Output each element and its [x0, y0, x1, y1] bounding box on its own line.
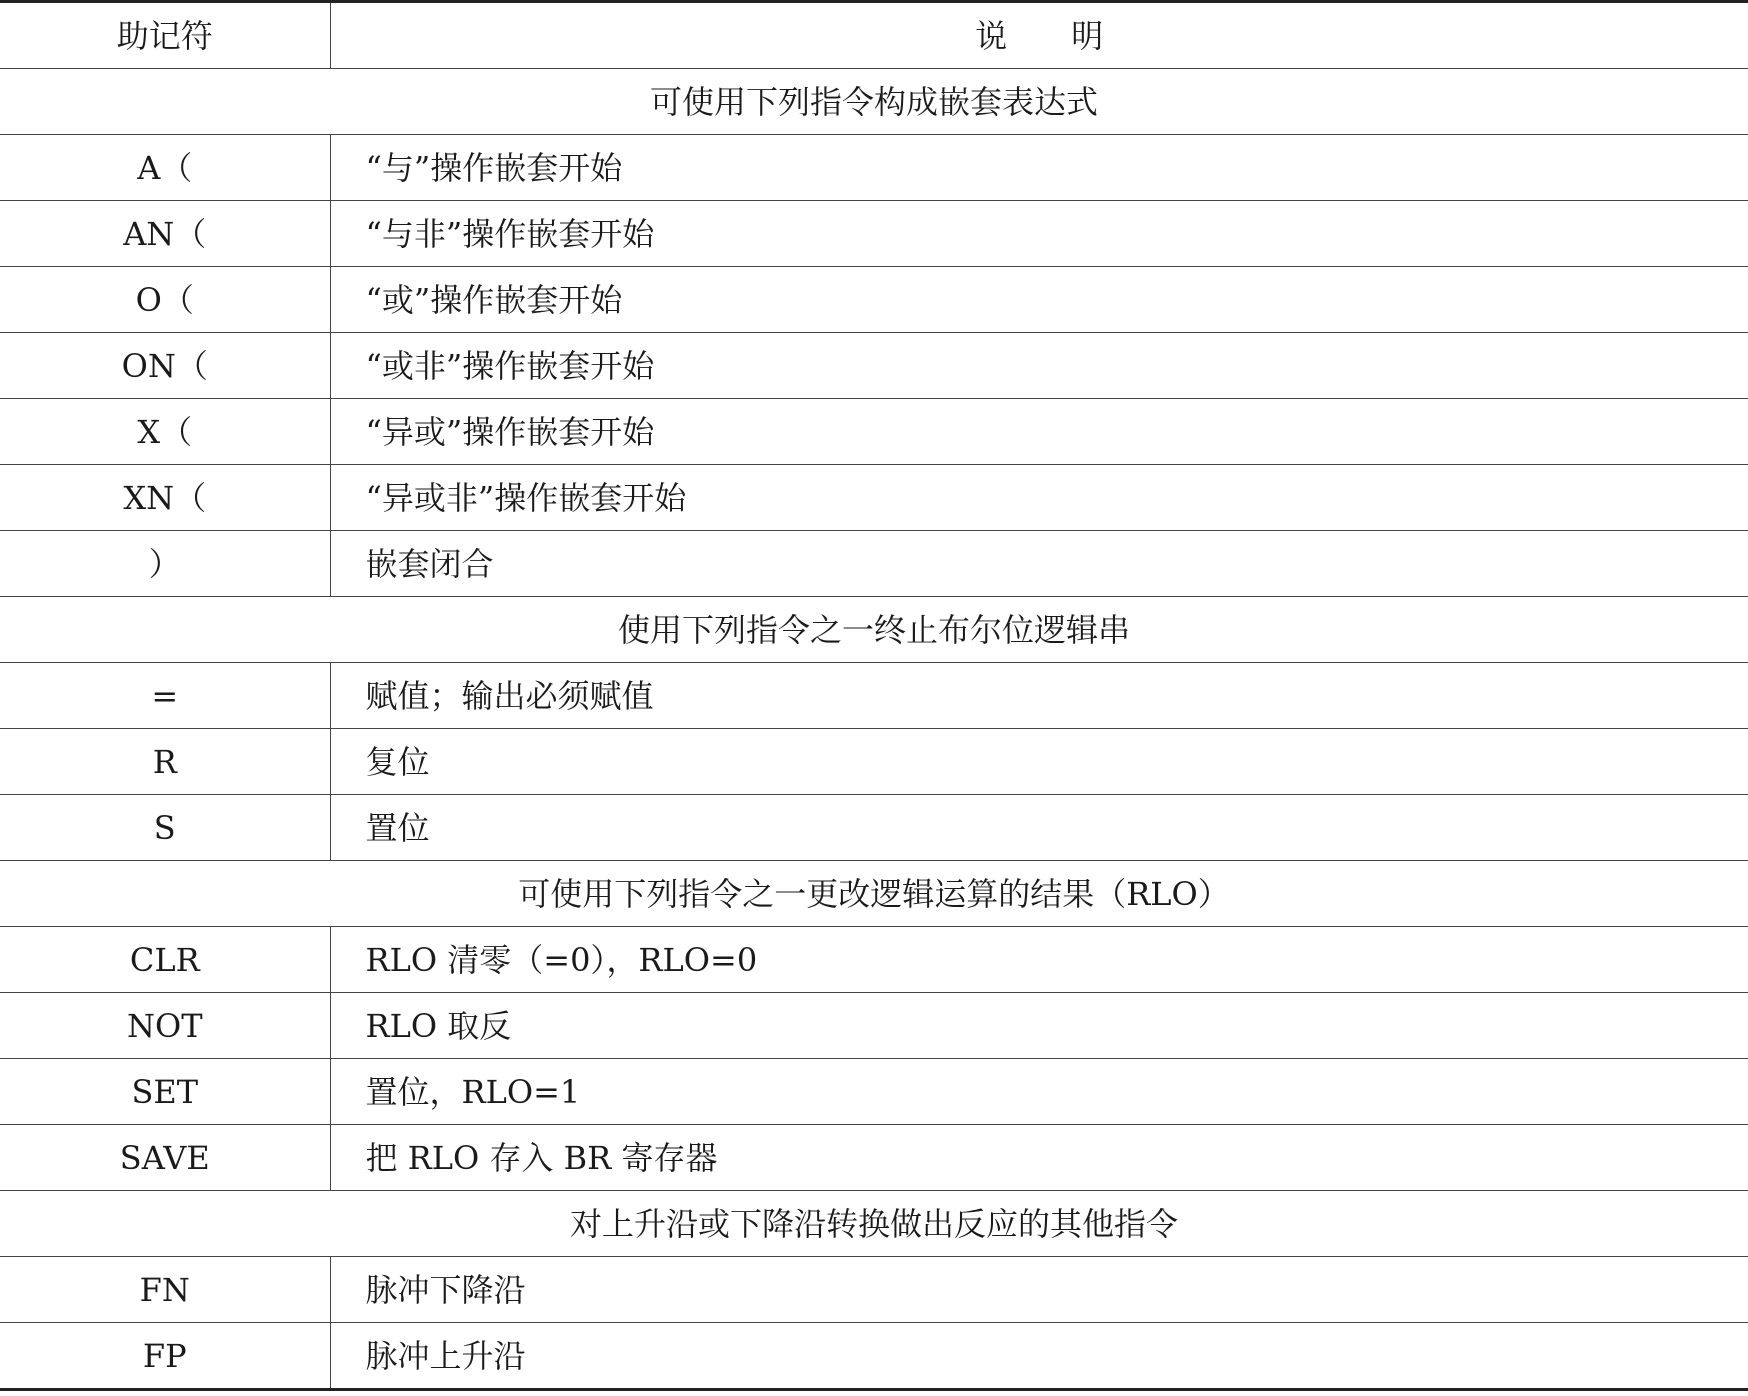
description-cell: 复位 [330, 729, 1748, 795]
header-description: 说 明 [330, 2, 1748, 69]
mnemonic-cell: ON（ [0, 333, 330, 399]
description-cell: “与非”操作嵌套开始 [330, 201, 1748, 267]
description-cell: 赋值；输出必须赋值 [330, 663, 1748, 729]
mnemonic-cell: A（ [0, 135, 330, 201]
description-cell: RLO 清零（=0），RLO=0 [330, 927, 1748, 993]
mnemonic-cell: R [0, 729, 330, 795]
description-cell: 嵌套闭合 [330, 531, 1748, 597]
mnemonic-cell: = [0, 663, 330, 729]
table-row [0, 1323, 1748, 1390]
mnemonic-cell: X（ [0, 399, 330, 465]
mnemonic-cell: FN [0, 1257, 330, 1323]
header-mnemonic: 助记符 [0, 2, 330, 69]
mnemonic-cell: S [0, 795, 330, 861]
description-cell: 脉冲上升沿 [330, 1323, 1748, 1390]
description-cell: 置位 [330, 795, 1748, 861]
table-row [0, 663, 1748, 729]
header-row [0, 2, 1748, 69]
table-row [0, 267, 1748, 333]
mnemonic-cell: SET [0, 1059, 330, 1125]
mnemonic-cell: O（ [0, 267, 330, 333]
table-row [0, 1059, 1748, 1125]
description-cell: “与”操作嵌套开始 [330, 135, 1748, 201]
section-title: 可使用下列指令之一更改逻辑运算的结果（RLO） [0, 861, 1748, 927]
mnemonic-cell: ） [0, 531, 330, 597]
description-cell: 脉冲下降沿 [330, 1257, 1748, 1323]
mnemonic-cell: CLR [0, 927, 330, 993]
description-cell: 置位，RLO=1 [330, 1059, 1748, 1125]
table-row [0, 531, 1748, 597]
description-cell: “或”操作嵌套开始 [330, 267, 1748, 333]
table-row [0, 399, 1748, 465]
description-cell: 把 RLO 存入 BR 寄存器 [330, 1125, 1748, 1191]
description-cell: RLO 取反 [330, 993, 1748, 1059]
mnemonic-cell: SAVE [0, 1125, 330, 1191]
section-title: 使用下列指令之一终止布尔位逻辑串 [0, 597, 1748, 663]
table-row [0, 729, 1748, 795]
description-cell: “异或”操作嵌套开始 [330, 399, 1748, 465]
mnemonic-cell: XN（ [0, 465, 330, 531]
section-row [0, 69, 1748, 135]
table-row [0, 135, 1748, 201]
section-title: 可使用下列指令构成嵌套表达式 [0, 69, 1748, 135]
table-row [0, 1257, 1748, 1323]
section-row [0, 1191, 1748, 1257]
table-row [0, 795, 1748, 861]
mnemonic-cell: FP [0, 1323, 330, 1390]
table-row [0, 465, 1748, 531]
mnemonic-cell: NOT [0, 993, 330, 1059]
section-row [0, 861, 1748, 927]
mnemonic-cell: AN（ [0, 201, 330, 267]
table-row [0, 201, 1748, 267]
table-row [0, 1125, 1748, 1191]
table-row [0, 333, 1748, 399]
description-cell: “或非”操作嵌套开始 [330, 333, 1748, 399]
section-title: 对上升沿或下降沿转换做出反应的其他指令 [0, 1191, 1748, 1257]
table-row [0, 993, 1748, 1059]
table-row [0, 927, 1748, 993]
description-cell: “异或非”操作嵌套开始 [330, 465, 1748, 531]
section-row [0, 597, 1748, 663]
